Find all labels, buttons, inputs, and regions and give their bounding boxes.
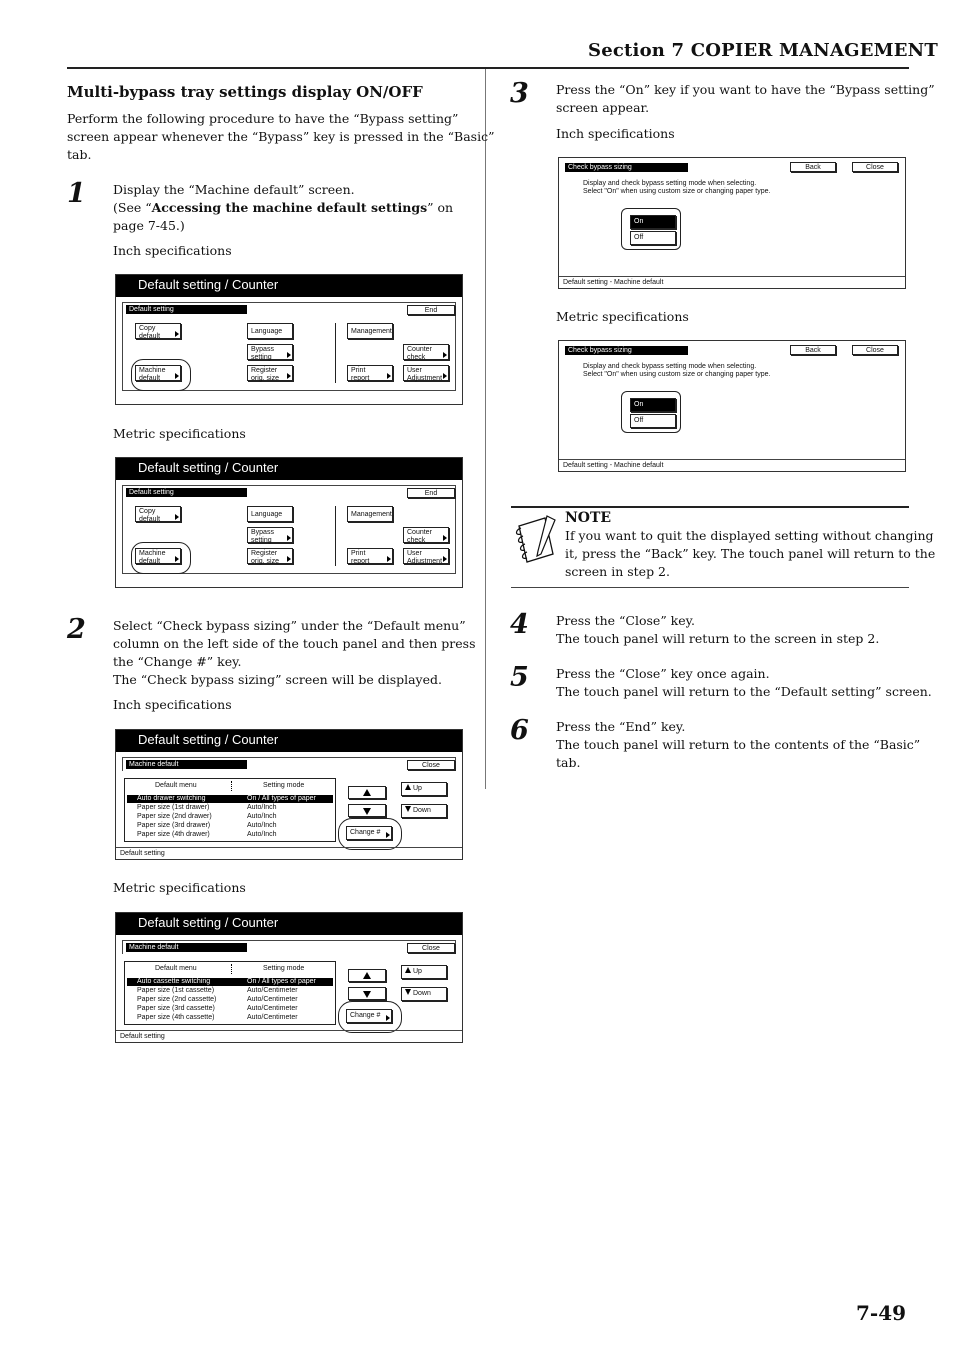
metric-spec-label: Metric specifications [113, 426, 246, 441]
management-button[interactable]: Management [347, 506, 393, 522]
description-text: Display and check bypass setting mode when selecting. Select "On" when using custom size or changing paper type. [583, 180, 771, 195]
step-6-text: Press the “End” key. The touch panel will return to the contents of the “Basic” tab. [556, 719, 921, 770]
description-text: Display and check bypass setting mode when selecting. Select "On" when using custom size or changing paper type. [583, 363, 771, 378]
step-4-text: Press the “Close” key. The touch panel will return to the screen in step 2. [556, 613, 880, 646]
step-6-number: 6 [510, 715, 529, 746]
register-orig-size-button[interactable]: Register orig. size [247, 365, 293, 381]
check-bypass-panel-inch [558, 157, 906, 289]
copy-default-button[interactable]: Copy default [135, 506, 181, 522]
off-button[interactable]: Off [630, 231, 676, 245]
up-button[interactable]: Up [401, 782, 447, 796]
close-button[interactable]: Close [407, 760, 455, 770]
user-adjustment-button[interactable]: User Adjustment [403, 548, 449, 564]
list-item[interactable]: Auto cassette switching On / All types of paper [127, 978, 333, 986]
up-arrow-icon [405, 967, 411, 973]
down-arrow-icon [363, 991, 371, 998]
up-button[interactable]: Up [401, 965, 447, 979]
step-2-text: Select “Check bypass sizing” under the “Default menu” column on the left side of the touch panel and then press the “Change #” key. The “Check bypass sizing” screen will be displayed. [113, 618, 476, 687]
on-off-group [621, 391, 681, 433]
change-number-button[interactable]: Change # [346, 1009, 392, 1023]
print-report-button[interactable]: Print report [347, 548, 393, 564]
note-bottom-rule [511, 587, 909, 588]
panel-title: Default setting / Counter [116, 458, 462, 480]
list-item[interactable]: Paper size (3rd drawer) Auto/Inch [137, 822, 277, 829]
list-item[interactable]: Paper size (4th cassette) Auto/Centimeter [137, 1014, 298, 1021]
list-item[interactable]: Paper size (1st drawer) Auto/Inch [137, 804, 277, 811]
header-rule [67, 67, 909, 69]
panel-title: Default setting / Counter [116, 730, 462, 752]
panel-title: Default setting / Counter [116, 275, 462, 297]
section-header: Section 7 COPIER MANAGEMENT [588, 40, 938, 61]
inner-screen-bar [122, 940, 456, 954]
screen-label: Default setting [126, 488, 247, 497]
note-text: If you want to quit the displayed setting without changing it, press the “Back” key. The touch panel will return to the screen in step 2. [565, 528, 936, 579]
scroll-up-button[interactable] [348, 969, 386, 982]
user-adjustment-button[interactable]: User Adjustment [403, 365, 449, 381]
inner-screen-bar [122, 757, 456, 771]
screen-label: Check bypass sizing [565, 163, 688, 172]
down-arrow-icon [405, 806, 411, 812]
up-arrow-icon [405, 784, 411, 790]
machine-default-panel-inch [115, 729, 463, 860]
step-3-text: Press the “On” key if you want to have the “Bypass setting” screen appear. [556, 82, 935, 115]
up-arrow-icon [363, 972, 371, 979]
back-button[interactable]: Back [790, 345, 836, 355]
list-item[interactable]: Paper size (2nd drawer) Auto/Inch [137, 813, 277, 820]
step-3-number: 3 [510, 78, 529, 109]
note-top-rule [511, 506, 909, 508]
screen-label: Machine default [126, 760, 247, 769]
default-menu-list: Default menu Setting mode Auto drawer switching On / All types of paper Paper size (1st drawer) Auto/Inch Paper size (2nd drawer) Auto/Inch Paper size (3rd drawer) Auto/Inch Paper size (4th drawer) Auto/Inch [124, 778, 336, 842]
screen-label: Default setting [126, 305, 247, 314]
metric-spec-label: Metric specifications [113, 880, 246, 895]
panel-title: Default setting / Counter [116, 913, 462, 935]
check-bypass-panel-metric [558, 340, 906, 472]
down-button[interactable]: Down [401, 804, 447, 818]
close-button[interactable]: Close [852, 345, 898, 355]
step-1-text: Display the “Machine default” screen. (See “Accessing the machine default settings” on page 7-45.) [113, 182, 454, 233]
machine-default-button[interactable]: Machine default [135, 548, 181, 564]
list-item[interactable]: Paper size (4th drawer) Auto/Inch [137, 831, 277, 838]
end-button[interactable]: End [407, 488, 455, 498]
default-setting-panel-inch [115, 274, 463, 405]
bypass-setting-button[interactable]: Bypass setting [247, 344, 293, 360]
default-setting-panel-metric [115, 457, 463, 588]
back-button[interactable]: Back [790, 162, 836, 172]
down-arrow-icon [363, 808, 371, 815]
scroll-down-button[interactable] [348, 987, 386, 1000]
footer-label: Default setting - Machine default [559, 276, 905, 288]
counter-check-button[interactable]: Counter check [403, 527, 449, 543]
step-1-number: 1 [67, 178, 86, 209]
step-4-number: 4 [510, 609, 529, 640]
down-arrow-icon [405, 989, 411, 995]
scroll-up-button[interactable] [348, 786, 386, 799]
language-button[interactable]: Language [247, 323, 293, 339]
bypass-setting-button[interactable]: Bypass setting [247, 527, 293, 543]
inner-screen [122, 302, 456, 391]
on-button[interactable]: On [630, 215, 676, 229]
page-number: 7-49 [856, 1301, 907, 1325]
list-item[interactable]: Paper size (2nd cassette) Auto/Centimeter [137, 996, 298, 1003]
inch-spec-label: Inch specifications [113, 243, 232, 258]
list-item[interactable]: Paper size (1st cassette) Auto/Centimeter [137, 987, 298, 994]
on-button[interactable]: On [630, 398, 676, 412]
inch-spec-label: Inch specifications [113, 697, 232, 712]
change-number-button[interactable]: Change # [346, 826, 392, 840]
down-button[interactable]: Down [401, 987, 447, 1001]
close-button[interactable]: Close [852, 162, 898, 172]
screen-label: Machine default [126, 943, 247, 952]
list-item[interactable]: Auto drawer switching On / All types of paper [127, 795, 333, 803]
print-report-button[interactable]: Print report [347, 365, 393, 381]
machine-default-panel-metric [115, 912, 463, 1043]
notepad-icon [511, 514, 557, 566]
screen-label: Check bypass sizing [565, 346, 688, 355]
scroll-down-button[interactable] [348, 804, 386, 817]
inch-spec-label: Inch specifications [556, 126, 675, 141]
list-item[interactable]: Paper size (3rd cassette) Auto/Centimeter [137, 1005, 298, 1012]
counter-check-button[interactable]: Counter check [403, 344, 449, 360]
copy-default-button[interactable]: Copy default [135, 323, 181, 339]
footer-label: Default setting - Machine default [559, 459, 905, 471]
note-title: NOTE [565, 510, 612, 526]
footer-label: Default setting [116, 847, 462, 859]
step-2-number: 2 [67, 614, 86, 645]
default-menu-list: Default menu Setting mode Auto cassette switching On / All types of paper Paper size (1st cassette) Auto/Centimeter Paper size (2nd cassette) Auto/Centimeter Paper size (3rd cassette) Auto/Centimeter Paper size (4th cassette) Auto/Centimeter [124, 961, 336, 1025]
machine-default-button[interactable]: Machine default [135, 365, 181, 381]
register-orig-size-button[interactable]: Register orig. size [247, 548, 293, 564]
off-button[interactable]: Off [630, 414, 676, 428]
step-5-number: 5 [510, 662, 529, 693]
inner-screen [122, 485, 456, 574]
column-divider [485, 69, 486, 789]
section-heading: Multi-bypass tray settings display ON/OFF [67, 83, 423, 101]
language-button[interactable]: Language [247, 506, 293, 522]
management-button[interactable]: Management [347, 323, 393, 339]
metric-spec-label: Metric specifications [556, 309, 689, 324]
end-button[interactable]: End [407, 305, 455, 315]
step-5-text: Press the “Close” key once again. The touch panel will return to the “Default setting” screen. [556, 666, 932, 699]
close-button[interactable]: Close [407, 943, 455, 953]
intro-text: Perform the following procedure to have the “Bypass setting” screen appear whenever the “Bypass” key is pressed in the “Basic” tab. [67, 111, 495, 162]
up-arrow-icon [363, 789, 371, 796]
footer-label: Default setting [116, 1030, 462, 1042]
on-off-group [621, 208, 681, 250]
